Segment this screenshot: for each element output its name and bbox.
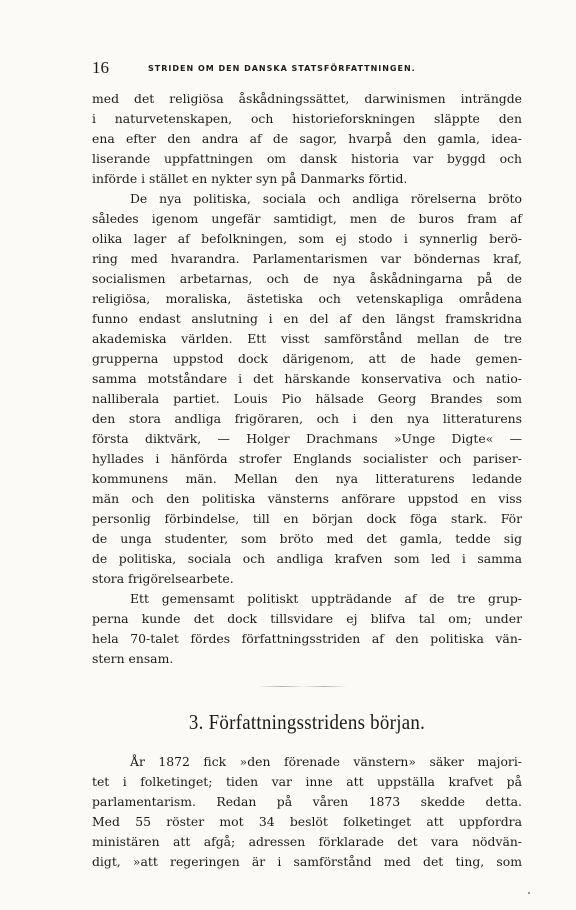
section-divider [260, 686, 346, 687]
text-line: grupperna uppstod dock därigenom, att de hade gemen- [92, 351, 522, 366]
text-line: perna kunde det dock tillsvidare ej blifva tal om; under [92, 611, 522, 626]
text-line: hela 70-talet fördes författningsstriden af den politiska vän- [92, 631, 522, 646]
text-line: nalliberala partiet. Louis Pio hälsade Georg Brandes som [92, 391, 522, 406]
text-line: De nya politiska, sociala och andliga rörelserna bröto [130, 191, 522, 206]
text-line: de politiska, sociala och andliga krafven som led i samma [92, 551, 522, 566]
text-line: således igenom ungefär samtidigt, men de buros fram af [92, 211, 522, 226]
text-line: personlig förbindelse, till en början dock föga stark. För [92, 511, 522, 526]
text-line: År 1872 fick »den förenade vänstern» säker majori- [130, 754, 522, 769]
text-line: olika lager af befolkningen, som ej stodo i synnerlig berö- [92, 231, 522, 246]
text-line: samma motståndare i det härskande konservativa och natio- [92, 371, 522, 386]
text-line: socialismen arbetarnas, och de nya åskådningarna på de [92, 271, 522, 286]
running-title: STRIDEN OM DEN DANSKA STATSFÖRFATTNINGEN. [148, 64, 416, 73]
running-head [92, 58, 522, 78]
text-line: Med 55 röster mot 34 beslöt folketinget att uppfordra [92, 814, 522, 829]
page-number: 16 [92, 58, 109, 77]
text-line: ring med hvarandra. Parlamentarismen var böndernas kraf, [92, 251, 522, 266]
text-line: ministären att afgå; adressen förklarade det vara nödvän- [92, 834, 522, 849]
ink-speck [528, 892, 530, 894]
text-line: religiösa, moraliska, ästetiska och vetenskapliga områdena [92, 291, 522, 306]
text-line: i naturvetenskapen, och historieforskningen släppte den [92, 111, 522, 126]
text-line: akademiska världen. Ett visst samförstånd mellan de tre [92, 331, 522, 346]
text-line: funno endast anslutning i en del af den längst framskridna [92, 311, 522, 326]
text-line: första diktvärk, — Holger Drachmans »Unge Digte« — [92, 431, 522, 446]
text-line: stern ensam. [92, 651, 174, 666]
text-line: införde i stället en nykter syn på Danmarks förtid. [92, 171, 408, 186]
text-line: stora frigörelsearbete. [92, 571, 234, 586]
section-heading: 3. Författningsstridens början. [188, 710, 426, 734]
text-line: digt, »att regeringen är i samförstånd med det ting, som [92, 854, 522, 869]
text-line: män och den politiska vänsterns anförare uppstod en viss [92, 491, 522, 506]
text-line: Ett gemensamt politiskt uppträdande af de tre grup- [130, 591, 522, 606]
text-line: med det religiösa åskådningssättet, darwinismen inträngde [92, 91, 522, 106]
text-line: tet i folketinget; tiden var inne att uppställa krafvet på [92, 774, 522, 789]
text-line: kommunens män. Mellan den nya litteraturens ledande [92, 471, 522, 486]
text-line: ena efter den andra af de sagor, hvarpå den gamla, idea- [92, 131, 522, 146]
text-line: den stora andliga frigöraren, och i den nya litteraturens [92, 411, 522, 426]
text-line: liserande uppfattningen om dansk historia var byggd och [92, 151, 522, 166]
text-line: hyllades i hänförda strofer Englands socialister och pariser- [92, 451, 522, 466]
text-line: parlamentarism. Redan på våren 1873 skedde detta. [92, 794, 522, 809]
text-line: de unga studenter, som bröto med det gamla, tedde sig [92, 531, 522, 546]
